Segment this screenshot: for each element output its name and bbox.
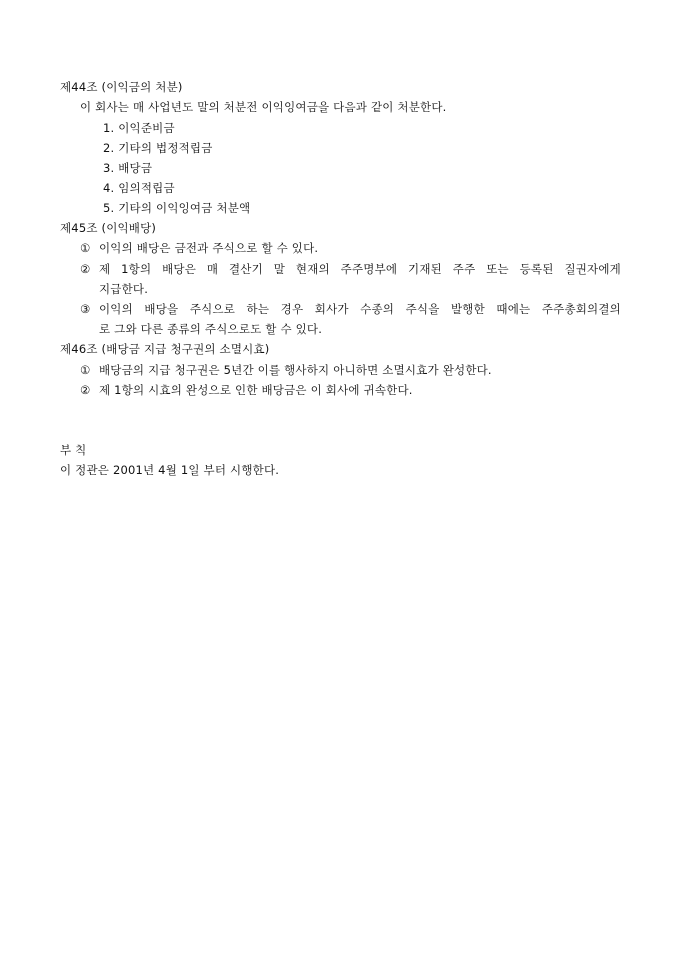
article-45-clause-1-marker: ① — [80, 241, 91, 255]
article-44-item-3: 3. 배당금 — [103, 161, 153, 175]
article-45-clause-3-text-line-1: 이익의 배당을 주식으로 하는 경우 회사가 수종의 주식을 발행한 때에는 주주총회의결의 — [99, 302, 621, 316]
article-46-clause-2-text: 제 1항의 시효의 완성으로 인한 배당금은 이 회사에 귀속한다. — [99, 383, 413, 397]
article-44-intro: 이 회사는 매 사업년도 말의 처분전 이익잉여금을 다음과 같이 처분한다. — [80, 100, 447, 114]
article-46-heading: 제46조 (배당금 지급 청구권의 소멸시효) — [60, 342, 270, 356]
article-45-clause-2-marker: ② — [80, 262, 91, 276]
article-46-clause-2-marker: ② — [80, 383, 91, 397]
article-46-clause-1-text: 배당금의 지급 청구권은 5년간 이를 행사하지 아니하면 소멸시효가 완성한다. — [99, 363, 492, 377]
article-46-clause-1-marker: ① — [80, 363, 91, 377]
article-44-item-4: 4. 임의적립금 — [103, 181, 175, 195]
article-45-clause-2-text-line-1: 제 1항의 배당은 매 결산기 말 현재의 주주명부에 기재된 주주 또는 등록된 질권자에게 — [99, 262, 621, 276]
supplementary-text: 이 정관은 2001년 4월 1일 부터 시행한다. — [60, 463, 280, 477]
article-44-item-5: 5. 기타의 이익잉여금 처분액 — [103, 201, 251, 215]
article-45-clause-3-marker: ③ — [80, 302, 91, 316]
article-45-clause-1-text: 이익의 배당은 금전과 주식으로 할 수 있다. — [99, 241, 319, 255]
article-45-heading: 제45조 (이익배당) — [60, 221, 157, 235]
supplementary-heading: 부 칙 — [60, 443, 87, 457]
article-44-item-1: 1. 이익준비금 — [103, 121, 175, 135]
article-44-heading: 제44조 (이익금의 처분) — [60, 80, 183, 94]
article-45-clause-2-text-line-2: 지급한다. — [99, 282, 149, 296]
article-44-item-2: 2. 기타의 법정적립금 — [103, 141, 213, 155]
article-45-clause-3-text-line-2: 로 그와 다른 종류의 주식으로도 할 수 있다. — [99, 322, 323, 336]
